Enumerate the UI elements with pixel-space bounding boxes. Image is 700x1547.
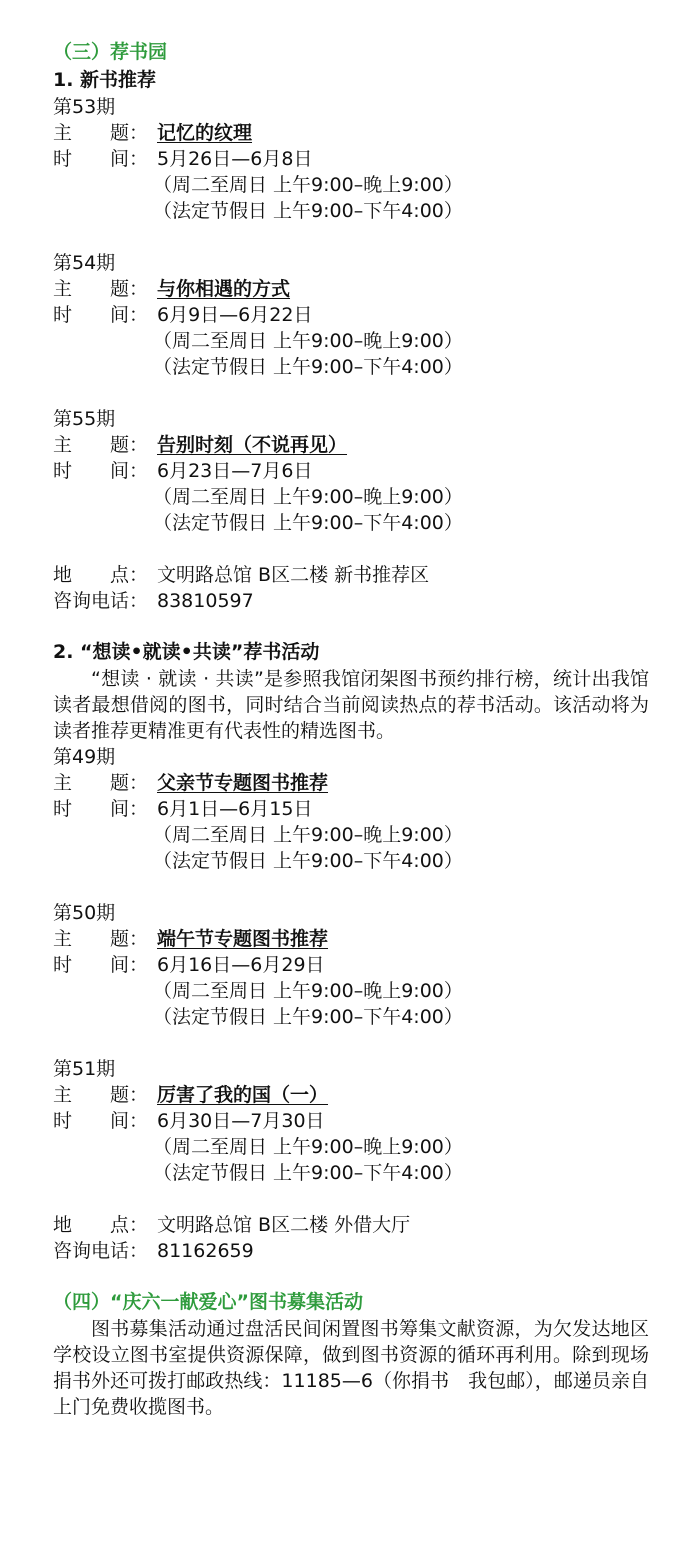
topic-label: 主 题： [53, 434, 149, 456]
topic-row [53, 770, 649, 796]
phone-row [53, 1238, 649, 1264]
date-range: 5月26日—6月8日 [157, 148, 313, 170]
issue-block [53, 744, 649, 874]
subsection-heading-new-books: 1. 新书推荐 [53, 69, 157, 91]
topic-row [53, 1082, 649, 1108]
topic-title: 告别时刻（不说再见） [157, 434, 348, 456]
time-row [53, 952, 649, 978]
time-row [53, 796, 649, 822]
section-heading-book-drive: （四）“庆六一献爱心”图书募集活动 [53, 1291, 363, 1313]
phone-value: 81162659 [157, 1240, 254, 1262]
issue-block [53, 94, 649, 224]
phone-label: 咨询电话： [53, 1240, 149, 1262]
hours-weekday: （周二至周日 上午9:00–晚上9:00） [153, 824, 463, 846]
place-value: 文明路总馆 B区二楼 新书推荐区 [157, 564, 430, 586]
hours-holiday: （法定节假日 上午9:00–下午4:00） [153, 200, 463, 222]
phone-value: 83810597 [157, 590, 254, 612]
new-books-issue-list [53, 94, 649, 536]
hours-holiday: （法定节假日 上午9:00–下午4:00） [153, 850, 463, 872]
book-drive-body: 图书募集活动通过盘活民间闲置图书筹集文献资源，为欠发达地区学校设立图书室提供资源保障，做到图书资源的循环再利用。除到现场捐书外还可拨打邮政热线：11185—6（你捐书 我包邮），邮递员亲自上门免费收揽图书。 [53, 1318, 649, 1418]
issue-number: 第50期 [53, 902, 116, 924]
phone-label: 咨询电话： [53, 590, 149, 612]
date-range: 6月9日—6月22日 [157, 304, 313, 326]
issue-block [53, 406, 649, 536]
read-together-intro: “想读 · 就读 · 共读”是参照我馆闭架图书预约排行榜，统计出我馆读者最想借阅的图书，同时结合当前阅读热点的荐书活动。该活动将为读者推荐更精准更有代表性的精选图书。 [53, 668, 649, 742]
phone-row [53, 588, 649, 614]
place-label: 地 点： [53, 564, 149, 586]
place-row [53, 1212, 649, 1238]
time-row [53, 458, 649, 484]
topic-label: 主 题： [53, 772, 149, 794]
read-together-issue-list [53, 744, 649, 1186]
topic-label: 主 题： [53, 122, 149, 144]
issue-number: 第49期 [53, 746, 116, 768]
hours-weekday: （周二至周日 上午9:00–晚上9:00） [153, 330, 463, 352]
topic-label: 主 题： [53, 928, 149, 950]
time-label: 时 间： [53, 798, 149, 820]
date-range: 6月23日—7月6日 [157, 460, 313, 482]
date-range: 6月1日—6月15日 [157, 798, 313, 820]
time-row [53, 302, 649, 328]
issue-number: 第54期 [53, 252, 116, 274]
topic-title: 与你相遇的方式 [157, 278, 291, 300]
hours-holiday: （法定节假日 上午9:00–下午4:00） [153, 1162, 463, 1184]
time-row [53, 1108, 649, 1134]
date-range: 6月30日—7月30日 [157, 1110, 325, 1132]
hours-weekday: （周二至周日 上午9:00–晚上9:00） [153, 174, 463, 196]
topic-title: 记忆的纹理 [157, 122, 253, 144]
topic-row [53, 120, 649, 146]
topic-title: 父亲节专题图书推荐 [157, 772, 329, 794]
place-label: 地 点： [53, 1214, 149, 1236]
time-label: 时 间： [53, 148, 149, 170]
hours-weekday: （周二至周日 上午9:00–晚上9:00） [153, 980, 463, 1002]
topic-title: 厉害了我的国（一） [157, 1084, 329, 1106]
time-label: 时 间： [53, 460, 149, 482]
time-row [53, 146, 649, 172]
topic-row [53, 276, 649, 302]
issue-block [53, 250, 649, 380]
topic-label: 主 题： [53, 278, 149, 300]
issue-number: 第55期 [53, 408, 116, 430]
time-label: 时 间： [53, 954, 149, 976]
topic-row [53, 926, 649, 952]
hours-holiday: （法定节假日 上午9:00–下午4:00） [153, 356, 463, 378]
issue-block [53, 900, 649, 1030]
subsection-heading-read-together: 2. “想读•就读•共读”荐书活动 [53, 641, 320, 663]
hours-weekday: （周二至周日 上午9:00–晚上9:00） [153, 486, 463, 508]
hours-weekday: （周二至周日 上午9:00–晚上9:00） [153, 1136, 463, 1158]
time-label: 时 间： [53, 1110, 149, 1132]
date-range: 6月16日—6月29日 [157, 954, 325, 976]
topic-row [53, 432, 649, 458]
place-value: 文明路总馆 B区二楼 外借大厅 [157, 1214, 411, 1236]
issue-number: 第51期 [53, 1058, 116, 1080]
place-row [53, 562, 649, 588]
topic-label: 主 题： [53, 1084, 149, 1106]
document-page [53, 38, 649, 1420]
topic-title: 端午节专题图书推荐 [157, 928, 329, 950]
section-heading-recommend: （三）荐书园 [53, 41, 168, 63]
issue-block [53, 1056, 649, 1186]
hours-holiday: （法定节假日 上午9:00–下午4:00） [153, 512, 463, 534]
time-label: 时 间： [53, 304, 149, 326]
hours-holiday: （法定节假日 上午9:00–下午4:00） [153, 1006, 463, 1028]
issue-number: 第53期 [53, 96, 116, 118]
